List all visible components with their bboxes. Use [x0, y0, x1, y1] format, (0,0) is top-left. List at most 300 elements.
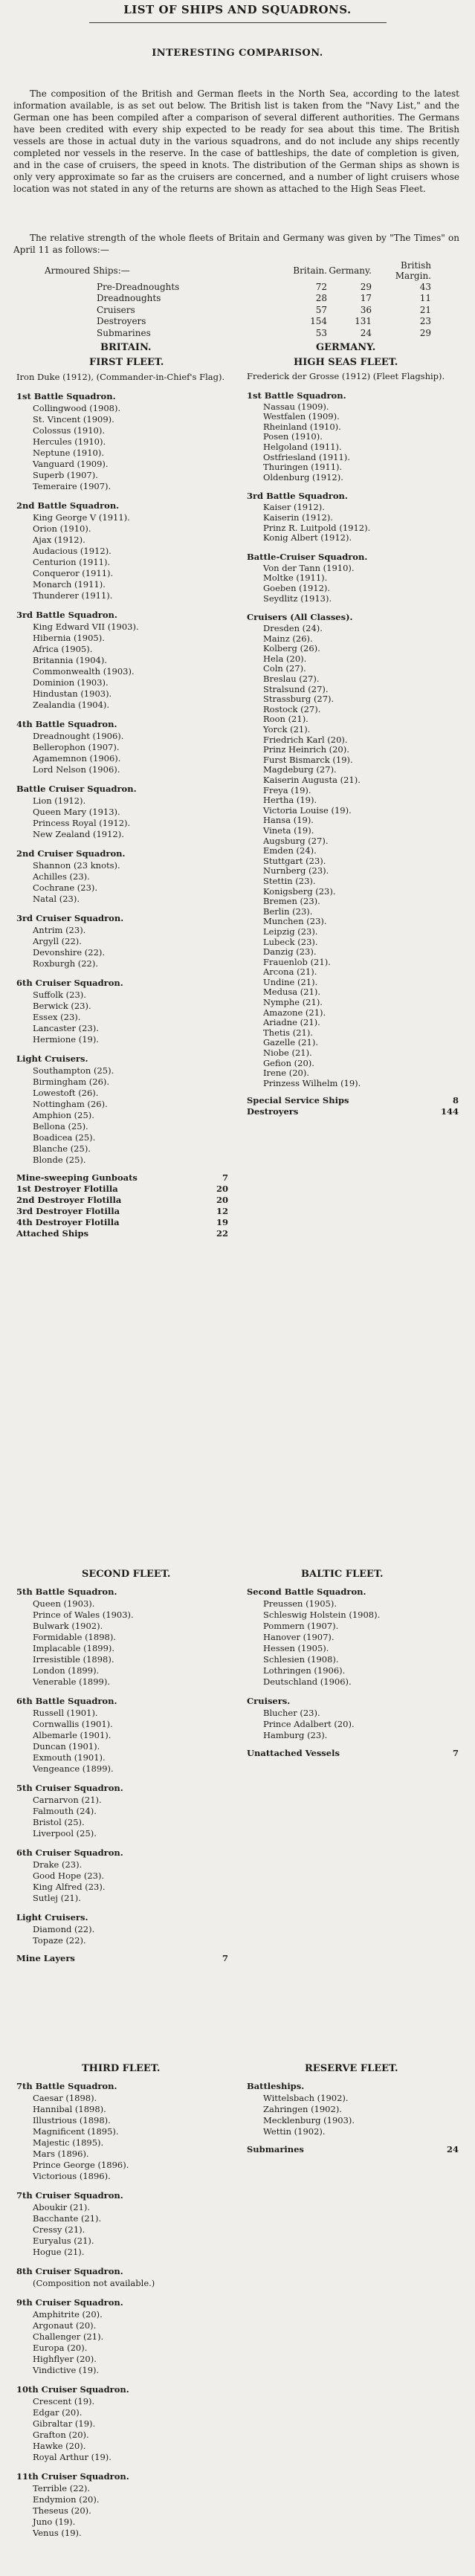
squadron-section: [16, 1172, 228, 1239]
ship-entry: Caesar (1898).: [33, 2093, 97, 2103]
squadron-section: [16, 1846, 228, 1904]
squadron-heading: 2nd Cruiser Squadron.: [16, 848, 126, 859]
count-row: [16, 1195, 228, 1206]
squadron-section: [16, 717, 228, 775]
ship-entry: Arcona (21).: [263, 966, 317, 978]
count-label: 3rd Destroyer Flotilla: [16, 1206, 120, 1216]
ship-entry: Prinz R. Luitpold (1912).: [263, 522, 371, 533]
high-seas-heading: HIGH SEAS FLEET.: [294, 357, 398, 368]
count-row: [16, 1217, 228, 1228]
ship-entry: Juno (19).: [33, 2517, 76, 2527]
ship-entry: Blanche (25).: [33, 1143, 91, 1154]
ship-entry: Preussen (1905).: [263, 1598, 337, 1609]
ship-entry: Implacable (1899).: [33, 1643, 115, 1653]
squadron-section: [16, 1585, 228, 1688]
ship-entry: Ariadne (21).: [263, 1017, 320, 1028]
squadron-section: [16, 2189, 228, 2258]
count-row: [16, 1184, 228, 1195]
ship-entry: Lancaster (23).: [33, 1023, 99, 1033]
count-label: Attached Ships: [16, 1228, 89, 1239]
ship-entry: Monarch (1911).: [33, 579, 106, 590]
ship-entry: Russell (1901).: [33, 1708, 98, 1718]
strength-margin-value: 21: [419, 304, 431, 315]
ship-entry: Kaiserin Augusta (21).: [263, 775, 361, 785]
ship-entry: Hawke (20).: [33, 2441, 86, 2451]
ship-entry: Munchen (23).: [263, 916, 327, 927]
ship-entry: Dominion (1903).: [33, 677, 109, 688]
ship-entry: Drake (23).: [33, 1859, 83, 1870]
strength-britain-value: 154: [310, 316, 327, 327]
ship-entry: Liverpool (25).: [33, 1828, 97, 1839]
ship-entry: Mainz (26).: [263, 633, 313, 644]
count-row: [16, 1206, 228, 1217]
squadron-heading: Cruisers.: [247, 1696, 291, 1706]
strength-germany-value: 24: [360, 327, 372, 338]
ship-entry: Goeben (1912).: [263, 582, 331, 593]
col-germany: Germany.: [329, 265, 372, 276]
ship-entry: Wittelsbach (1902).: [263, 2093, 349, 2103]
ship-entry: Suffolk (23).: [33, 990, 86, 1000]
strength-margin-value: 29: [419, 327, 431, 338]
col-margin: British Margin.: [395, 260, 431, 281]
ship-entry: Ostfriesland (1911).: [263, 451, 350, 462]
squadron-heading: Light Cruisers.: [16, 1053, 88, 1064]
ship-entry: Hessen (1905).: [263, 1643, 329, 1653]
strength-row: [45, 316, 431, 328]
ship-entry: Sutlej (21).: [33, 1893, 81, 1903]
ship-entry: Oldenburg (1912).: [263, 471, 343, 482]
ship-entry: Formidable (1898).: [33, 1632, 116, 1642]
ship-entry: Hercules (1910).: [33, 436, 106, 447]
strength-margin-value: 43: [419, 281, 431, 292]
ship-entry: Frauenlob (21).: [263, 956, 331, 967]
count-label: Mine-sweeping Gunboats: [16, 1172, 138, 1183]
squadron-heading: 5th Cruiser Squadron.: [16, 1783, 123, 1793]
ship-entry: Commonwealth (1903).: [33, 666, 135, 677]
ship-entry: Kaiser (1912).: [263, 502, 325, 513]
ship-entry: Undine (21).: [263, 976, 318, 987]
ship-entry: Terrible (22).: [33, 2483, 91, 2493]
ship-entry: Hanover (1907).: [263, 1632, 335, 1642]
ship-entry: Deutschland (1906).: [263, 1676, 352, 1687]
strength-row: [45, 327, 431, 339]
strength-row: [45, 281, 431, 293]
ship-entry: Rostock (27).: [263, 703, 321, 714]
count-label: Destroyers: [247, 1106, 299, 1117]
ship-entry: Roon (21).: [263, 714, 308, 725]
ship-entry: Albemarle (1901).: [33, 1730, 112, 1740]
squadron-section: [16, 1694, 228, 1775]
ship-entry: Cornwallis (1901).: [33, 1719, 113, 1729]
ship-entry: Blonde (25).: [33, 1155, 86, 1165]
ship-entry: Amphion (25).: [33, 1110, 94, 1120]
ship-entry: Gefion (20).: [263, 1057, 314, 1068]
ship-entry: Temeraire (1907).: [33, 481, 112, 491]
squadron-heading: Battle Cruiser Squadron.: [16, 784, 137, 794]
squadron-section: [16, 2265, 228, 2289]
squadron-section: [16, 847, 228, 905]
squadron-heading: 11th Cruiser Squadron.: [16, 2471, 129, 2482]
ship-entry: Edgar (20).: [33, 2407, 83, 2418]
ship-entry: Hertha (19).: [263, 795, 317, 806]
squadron-section: [16, 2470, 228, 2539]
ship-entry: Hannibal (1898).: [33, 2104, 106, 2114]
ship-entry: Nottingham (26).: [33, 1099, 108, 1109]
first-fleet-heading: FIRST FLEET.: [89, 357, 164, 368]
strength-row-label: Destroyers: [97, 316, 146, 327]
ship-entry: Neptune (1910).: [33, 448, 105, 458]
ship-entry: Britannia (1904).: [33, 655, 108, 665]
first-fleet-column: [16, 372, 228, 1246]
intro-paragraph: [13, 88, 459, 195]
strength-britain-value: 57: [315, 304, 327, 315]
squadron-section: [16, 1953, 228, 1964]
strength-germany-value: 29: [360, 281, 372, 292]
ship-entry: St. Vincent (1909).: [33, 414, 114, 425]
ship-entry: Hermione (19).: [33, 1034, 99, 1045]
ship-entry: Rheinland (1910).: [263, 421, 341, 432]
ship-entry: Stuttgart (23).: [263, 855, 326, 866]
ship-entry: Konig Albert (1912).: [263, 532, 352, 543]
ship-entry: Nurnberg (23).: [263, 865, 329, 877]
ship-entry: Bellerophon (1907).: [33, 742, 120, 752]
squadron-section: [16, 1052, 228, 1166]
count-label: 1st Destroyer Flotilla: [16, 1184, 118, 1194]
ship-entry: Devonshire (22).: [33, 947, 106, 958]
count-value: 20: [216, 1195, 228, 1205]
ship-entry: Magnificent (1895).: [33, 2126, 119, 2137]
squadron-section: [247, 1694, 459, 1741]
ship-entry: Thuringen (1911).: [263, 462, 343, 473]
count-value: 7: [222, 1172, 228, 1183]
ship-entry: Illustrious (1898).: [33, 2115, 111, 2125]
ship-entry: Schleswig Holstein (1908).: [263, 1610, 381, 1620]
ship-entry: Ajax (1912).: [33, 535, 85, 545]
strength-table: [45, 260, 431, 339]
count-row: [247, 1106, 459, 1117]
strength-britain-value: 53: [315, 327, 327, 338]
ship-entry: Medusa (21).: [263, 987, 321, 998]
ship-entry: Stralsund (27).: [263, 683, 329, 694]
squadron-section: [16, 2296, 228, 2376]
ship-entry: Europa (20).: [33, 2343, 88, 2353]
ship-entry: New Zealand (1912).: [33, 829, 124, 839]
ship-entry: Diamond (22).: [33, 1924, 95, 1934]
ship-entry: Bristol (25).: [33, 1817, 85, 1827]
ship-entry: Bremen (23).: [263, 896, 320, 907]
ship-entry: Essex (23).: [33, 1012, 81, 1022]
ship-entry: Grafton (20).: [33, 2430, 89, 2440]
ship-entry: (Composition not available.): [33, 2278, 155, 2288]
squadron-section: [16, 372, 228, 383]
ship-entry: Conqueror (1911).: [33, 568, 114, 578]
count-label: 4th Destroyer Flotilla: [16, 1217, 120, 1227]
squadron-heading: 8th Cruiser Squadron.: [16, 2266, 123, 2276]
ship-entry: Blucher (23).: [263, 1708, 320, 1718]
squadron-section: [247, 610, 459, 1088]
count-row: [247, 2144, 459, 2155]
col-britain: Britain.: [293, 265, 327, 276]
ship-entry: Posen (1910).: [263, 431, 323, 442]
strength-margin-value: 11: [419, 293, 431, 304]
count-row: [16, 1953, 228, 1964]
squadron-heading: 4th Battle Squadron.: [16, 719, 117, 729]
ship-entry: Victorious (1896).: [33, 2171, 111, 2181]
ship-entry: Antrim (23).: [33, 925, 86, 935]
count-label: Special Service Ships: [247, 1095, 349, 1106]
ship-entry: Dresden (24).: [263, 623, 323, 634]
ship-entry: Prinz Heinrich (20).: [263, 744, 349, 755]
ship-entry: Prince George (1896).: [33, 2160, 129, 2170]
ship-entry: Vindictive (19).: [33, 2365, 100, 2375]
ship-entry: Dreadnought (1906).: [33, 731, 124, 741]
ship-entry: Venerable (1899).: [33, 1676, 111, 1687]
strength-row-label: Pre-Dreadnoughts: [97, 281, 180, 292]
ship-entry: Kolberg (26).: [263, 643, 320, 654]
squadron-section: [16, 782, 228, 840]
ship-entry: Euryalus (21).: [33, 2236, 94, 2246]
page-title: LIST OF SHIPS AND SQUADRONS.: [123, 3, 352, 16]
ship-entry: Zealandia (1904).: [33, 700, 110, 710]
ship-entry: Vineta (19).: [263, 824, 314, 836]
squadron-heading: 5th Battle Squadron.: [16, 1586, 117, 1597]
ship-entry: Hamburg (23).: [263, 1730, 328, 1740]
ship-entry: Augsburg (27).: [263, 835, 329, 846]
count-value: 24: [446, 2144, 459, 2154]
count-label: Mine Layers: [16, 1953, 75, 1963]
squadron-section: [16, 2383, 228, 2463]
reserve-fleet-heading: RESERVE FLEET.: [305, 2063, 398, 2074]
squadron-section: [16, 1781, 228, 1839]
count-row: [16, 1228, 228, 1239]
third-fleet-heading: THIRD FLEET.: [82, 2063, 161, 2074]
squadron-heading: 9th Cruiser Squadron.: [16, 2297, 123, 2308]
ship-entry: Friedrich Karl (20).: [263, 734, 348, 745]
ship-entry: Lion (1912).: [33, 795, 86, 806]
strength-row-label: Submarines: [97, 327, 151, 338]
second-fleet-column: [16, 1585, 228, 1971]
strength-britain-value: 72: [315, 281, 327, 292]
squadron-section: [16, 608, 228, 711]
ship-entry: Highflyer (20).: [33, 2354, 97, 2364]
reserve-fleet-column: [247, 2079, 459, 2162]
ship-entry: Queen (1903).: [33, 1598, 95, 1609]
ship-entry: King Alfred (23).: [33, 1882, 106, 1892]
ship-entry: Bellona (25).: [33, 1121, 88, 1132]
strength-row: [45, 293, 431, 305]
strength-row-label: Dreadnoughts: [97, 293, 161, 304]
ship-entry: Magdeburg (27).: [263, 764, 337, 775]
count-value: 7: [452, 1748, 459, 1758]
ship-entry: Hansa (19).: [263, 815, 314, 826]
squadron-section: [16, 1911, 228, 1946]
count-value: 12: [216, 1206, 228, 1216]
squadron-section: [247, 489, 459, 543]
strength-britain-value: 28: [315, 293, 327, 304]
ship-entry: Stettin (23).: [263, 875, 316, 886]
ship-entry: Centurion (1911).: [33, 557, 111, 567]
ship-entry: Helgoland (1911).: [263, 441, 342, 452]
ship-entry: Westfalen (1909).: [263, 411, 340, 422]
squadron-heading: 6th Cruiser Squadron.: [16, 1847, 123, 1858]
ship-entry: Thetis (21).: [263, 1027, 314, 1038]
ship-entry: Leipzig (23).: [263, 926, 318, 937]
ship-entry: Duncan (1901).: [33, 1741, 100, 1752]
ship-entry: Lord Nelson (1906).: [33, 764, 120, 775]
squadron-heading: Battleships.: [247, 2081, 305, 2091]
britain-heading: BRITAIN.: [100, 342, 152, 353]
squadron-section: [247, 550, 459, 604]
page-subtitle: INTERESTING COMPARISON.: [152, 48, 323, 59]
ship-entry: Wettin (1902).: [263, 2126, 326, 2137]
ship-entry: Theseus (20).: [33, 2505, 91, 2516]
ship-entry: Gibraltar (19).: [33, 2418, 96, 2429]
ship-entry: Nassau (1909).: [263, 401, 329, 412]
ship-entry: Freya (19).: [263, 784, 311, 795]
ship-entry: Berwick (23).: [33, 1001, 91, 1011]
squadron-section: [247, 1748, 459, 1759]
squadron-heading: 1st Battle Squadron.: [247, 390, 346, 401]
strength-header-label: Armoured Ships:—: [45, 265, 130, 276]
squadron-section: [247, 2079, 459, 2137]
ship-entry: Endymion (20).: [33, 2494, 100, 2505]
ship-entry: Orion (1910).: [33, 523, 91, 534]
squadron-heading: Battle-Cruiser Squadron.: [247, 551, 368, 562]
ship-entry: Coln (27).: [263, 663, 306, 674]
squadron-section: [16, 390, 228, 492]
squadron-heading: 7th Cruiser Squadron.: [16, 2190, 123, 2201]
count-label: Unattached Vessels: [247, 1748, 340, 1758]
ship-entry: Zahringen (1902).: [263, 2104, 342, 2114]
ship-entry: Africa (1905).: [33, 644, 93, 654]
count-value: 19: [216, 1217, 228, 1227]
ship-entry: Boadicea (25).: [33, 1132, 96, 1143]
ship-entry: Vanguard (1909).: [33, 459, 109, 469]
count-value: 7: [222, 1953, 228, 1963]
strength-germany-value: 131: [355, 316, 372, 327]
count-label: 2nd Destroyer Flotilla: [16, 1195, 122, 1205]
ship-entry: Mecklenburg (1903).: [263, 2115, 355, 2125]
ship-entry: Niobe (21).: [263, 1047, 312, 1059]
squadron-section: [247, 1095, 459, 1117]
ship-entry: Colossus (1910).: [33, 425, 105, 436]
squadron-section: [16, 2079, 228, 2182]
ship-entry: Furst Bismarck (19).: [263, 754, 353, 765]
squadron-heading: 7th Battle Squadron.: [16, 2081, 117, 2091]
ship-entry: Gazelle (21).: [263, 1037, 318, 1048]
count-value: 20: [216, 1184, 228, 1194]
ship-entry: Roxburgh (22).: [33, 958, 99, 969]
ship-entry: Aboukir (21).: [33, 2202, 91, 2212]
ship-entry: Southampton (25).: [33, 1065, 114, 1076]
squadron-section: [247, 1585, 459, 1688]
ship-entry: Thunderer (1911).: [33, 590, 113, 601]
ship-entry: Argonaut (20).: [33, 2320, 97, 2331]
high-seas-column: [247, 372, 459, 1124]
ship-entry: Hindustan (1903).: [33, 688, 112, 699]
squadron-heading: 6th Battle Squadron.: [16, 1696, 117, 1706]
title-rule: [89, 22, 387, 23]
strength-germany-value: 36: [360, 304, 372, 315]
ship-entry: Topaze (22).: [33, 1935, 86, 1946]
ship-entry: Lothringen (1906).: [263, 1665, 346, 1676]
squadron-heading: Second Battle Squadron.: [247, 1586, 366, 1597]
ship-entry: Carnarvon (21).: [33, 1795, 102, 1805]
squadron-section: [247, 372, 459, 382]
ship-entry: Pommern (1907).: [263, 1621, 339, 1631]
ship-entry: Superb (1907).: [33, 470, 98, 480]
ship-entry: Princess Royal (1912).: [33, 818, 131, 828]
third-fleet-column: [16, 2079, 228, 2546]
intro-text-1: The composition of the British and German fleets in the North Sea, according to the latest information available, is as set out below. The British list is taken from the "Navy List," and the German one has been compiled after a comparison of several different authorities. The Germans have been credited with every ship expected to be ready for sea about this time. The British vessels are those in actual duty in the various squadrons, and do not include any ships recently completed nor vessels in the reserve. In the case of battleships, the date of completion is given, and in the case of cruisers, the speed in knots. The distribution of the German ships as shown is only very approximate so far as the cruisers are concerned, and a number of light cruisers whose location was not stated in any of the returns are shown as attached to the High Seas Fleet.: [13, 88, 459, 194]
ship-entry: London (1899).: [33, 1665, 100, 1676]
ship-entry: Venus (19).: [33, 2528, 82, 2538]
ship-entry: Kaiserin (1912).: [263, 511, 333, 523]
ship-entry: Iron Duke (1912), (Commander-in-Chief's Flag).: [16, 372, 225, 382]
second-fleet-heading: SECOND FLEET.: [82, 1569, 171, 1580]
squadron-section: [247, 2144, 459, 2155]
ship-entry: Hela (20).: [263, 653, 307, 664]
ship-entry: Agamemnon (1906).: [33, 753, 121, 764]
count-value: 144: [440, 1106, 459, 1117]
germany-heading: GERMANY.: [316, 342, 376, 353]
ship-entry: Frederick der Grosse (1912) (Fleet Flagship).: [247, 371, 445, 381]
count-value: 22: [216, 1228, 228, 1239]
ship-entry: King Edward VII (1903).: [33, 622, 139, 632]
strength-row-label: Cruisers: [97, 304, 135, 315]
ship-entry: Amazone (21).: [263, 1007, 326, 1018]
count-row: [247, 1095, 459, 1106]
ship-entry: Prince of Wales (1903).: [33, 1610, 134, 1620]
squadron-heading: 1st Battle Squadron.: [16, 391, 116, 401]
squadron-heading: Cruisers (All Classes).: [247, 612, 353, 623]
ship-entry: Emden (24).: [263, 845, 317, 856]
ship-entry: Bulwark (1902).: [33, 1621, 103, 1631]
ship-entry: Konigsberg (23).: [263, 885, 336, 897]
ship-entry: Hogue (21).: [33, 2247, 85, 2257]
ship-entry: Birmingham (26).: [33, 1076, 110, 1087]
ship-entry: Victoria Louise (19).: [263, 804, 352, 816]
ship-entry: Yorck (21).: [263, 724, 311, 735]
count-row: [247, 1748, 459, 1759]
ship-entry: Seydlitz (1913).: [263, 593, 332, 604]
squadron-section: [16, 911, 228, 969]
ship-entry: Majestic (1895).: [33, 2137, 104, 2148]
ship-entry: Irene (20).: [263, 1068, 309, 1079]
ship-entry: Nymphe (21).: [263, 997, 323, 1008]
ship-entry: King George V (1911).: [33, 512, 130, 523]
count-row: [16, 1172, 228, 1184]
ship-entry: Von der Tann (1910).: [263, 562, 355, 573]
ship-entry: Irresistible (1898).: [33, 1654, 114, 1665]
count-value: 8: [452, 1095, 459, 1106]
ship-entry: Shannon (23 knots).: [33, 860, 120, 871]
ship-entry: Danzig (23).: [263, 946, 317, 958]
squadron-heading: 3rd Battle Squadron.: [16, 610, 117, 620]
ship-entry: Cressy (21).: [33, 2224, 85, 2235]
baltic-fleet-heading: BALTIC FLEET.: [301, 1569, 384, 1580]
ship-entry: Prinzess Wilhelm (19).: [263, 1077, 361, 1088]
count-label: Submarines: [247, 2144, 304, 2154]
ship-entry: Prince Adalbert (20).: [263, 1719, 355, 1729]
squadron-section: [16, 499, 228, 601]
ship-entry: Mars (1896).: [33, 2149, 89, 2159]
ship-entry: Audacious (1912).: [33, 546, 112, 556]
ship-entry: Queen Mary (1913).: [33, 807, 120, 817]
squadron-heading: Light Cruisers.: [16, 1912, 88, 1923]
strength-row: [45, 304, 431, 316]
ship-entry: Hibernia (1905).: [33, 633, 105, 643]
